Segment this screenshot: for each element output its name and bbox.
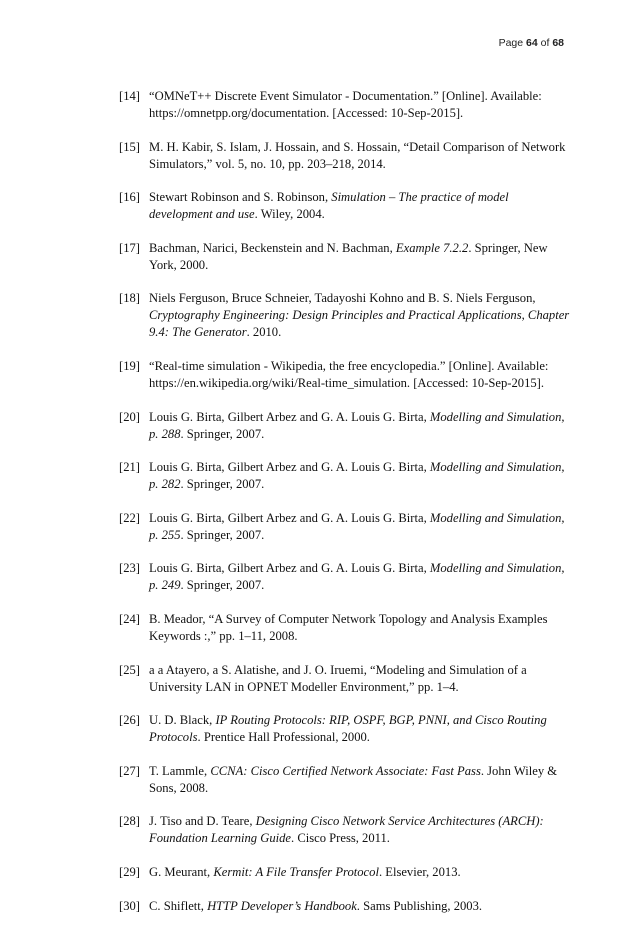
reference-number: [14]: [119, 89, 140, 103]
page-of: of: [540, 37, 550, 49]
reference-number: [22]: [119, 510, 140, 525]
reference-text: Louis G. Birta, Gilbert Arbez and G. A. Louis G. Birta, Modelling and Simulation, p. 288. Springer, 2007.: [149, 409, 565, 441]
page-number: [499, 37, 564, 49]
reference-number: [28]: [119, 814, 140, 829]
reference-text: Stewart Robinson and S. Robinson, Simulation – The practice of model development and use. Wiley, 2004.: [149, 190, 509, 222]
reference-item: [119, 240, 571, 274]
reference-text: T. Lammle, CCNA: Cisco Certified Network Associate: Fast Pass. John Wiley & Sons, 2008.: [149, 763, 558, 795]
reference-number: [23]: [119, 561, 140, 576]
reference-item: [119, 290, 571, 341]
reference-number: [17]: [119, 240, 140, 255]
reference-item: [119, 611, 571, 645]
reference-text: C. Shiflett, HTTP Developer’s Handbook. Sams Publishing, 2003.: [149, 898, 483, 913]
reference-item: [119, 763, 571, 797]
reference-number: [20]: [119, 409, 140, 424]
reference-item: [119, 560, 571, 594]
reference-text: U. D. Black, IP Routing Protocols: RIP, OSPF, BGP, PNNI, and Cisco Routing Protocols. Prentice Hall Professional, 2000.: [149, 713, 547, 745]
reference-text: “OMNeT++ Discrete Event Simulator - Documentation.” [Online]. Available: https://omnetpp.org/documentation. [Accessed: 10-Sep-2015].: [149, 89, 542, 120]
reference-number: [24]: [119, 611, 140, 626]
reference-number: [19]: [119, 358, 140, 373]
page-current: 64: [526, 37, 538, 49]
reference-item: [119, 864, 571, 881]
reference-text: B. Meador, “A Survey of Computer Network Topology and Analysis Examples Keywords :,” pp. 1–11, 2008.: [149, 611, 548, 643]
reference-number: [15]: [119, 139, 140, 154]
reference-number: [27]: [119, 763, 140, 778]
reference-item: [119, 189, 571, 223]
reference-item: [119, 898, 571, 915]
reference-text: Louis G. Birta, Gilbert Arbez and G. A. Louis G. Birta, Modelling and Simulation, p. 282. Springer, 2007.: [149, 460, 565, 492]
reference-number: [16]: [119, 190, 140, 205]
reference-item: [119, 510, 571, 544]
reference-item: [119, 139, 571, 173]
reference-item: [119, 662, 571, 696]
reference-text: G. Meurant, Kermit: A File Transfer Protocol. Elsevier, 2013.: [149, 864, 461, 879]
reference-number: [30]: [119, 898, 140, 913]
reference-number: [25]: [119, 662, 140, 677]
reference-item: [119, 358, 571, 392]
reference-number: [29]: [119, 864, 140, 879]
reference-text: Niels Ferguson, Bruce Schneier, Tadayoshi Kohno and B. S. Niels Ferguson, Cryptography Engineering: Design Principles and Practical Applications, Chapter 9.4: The Generator. 2010.: [149, 291, 570, 340]
reference-text: a a Atayero, a S. Alatishe, and J. O. Iruemi, “Modeling and Simulation of a University LAN in OPNET Modeller Environment,” pp. 1–4.: [149, 662, 527, 694]
reference-text: M. H. Kabir, S. Islam, J. Hossain, and S. Hossain, “Detail Comparison of Network Simulators,” vol. 5, no. 10, pp. 203–218, 2014.: [149, 139, 566, 171]
reference-list: [119, 88, 571, 931]
reference-item: [119, 712, 571, 746]
reference-item: [119, 813, 571, 847]
reference-text: Bachman, Narici, Beckenstein and N. Bachman, Example 7.2.2. Springer, New York, 2000.: [149, 240, 548, 272]
reference-text: “Real-time simulation - Wikipedia, the free encyclopedia.” [Online]. Available: https://en.wikipedia.org/wiki/Real-time_simulation. [Accessed: 10-Sep-2015].: [149, 358, 549, 390]
reference-number: [21]: [119, 460, 140, 475]
reference-item: [119, 459, 571, 493]
reference-item: [119, 409, 571, 443]
page-prefix: Page: [498, 37, 524, 49]
reference-number: [26]: [119, 713, 140, 728]
reference-text: Louis G. Birta, Gilbert Arbez and G. A. Louis G. Birta, Modelling and Simulation, p. 249. Springer, 2007.: [149, 561, 565, 593]
reference-text: Louis G. Birta, Gilbert Arbez and G. A. Louis G. Birta, Modelling and Simulation, p. 255. Springer, 2007.: [149, 510, 565, 542]
reference-item: [119, 88, 571, 122]
reference-number: [18]: [119, 291, 140, 306]
reference-text: J. Tiso and D. Teare, Designing Cisco Network Service Architectures (ARCH): Foundation Learning Guide. Cisco Press, 2011.: [149, 814, 544, 846]
page-total: 68: [552, 37, 564, 49]
